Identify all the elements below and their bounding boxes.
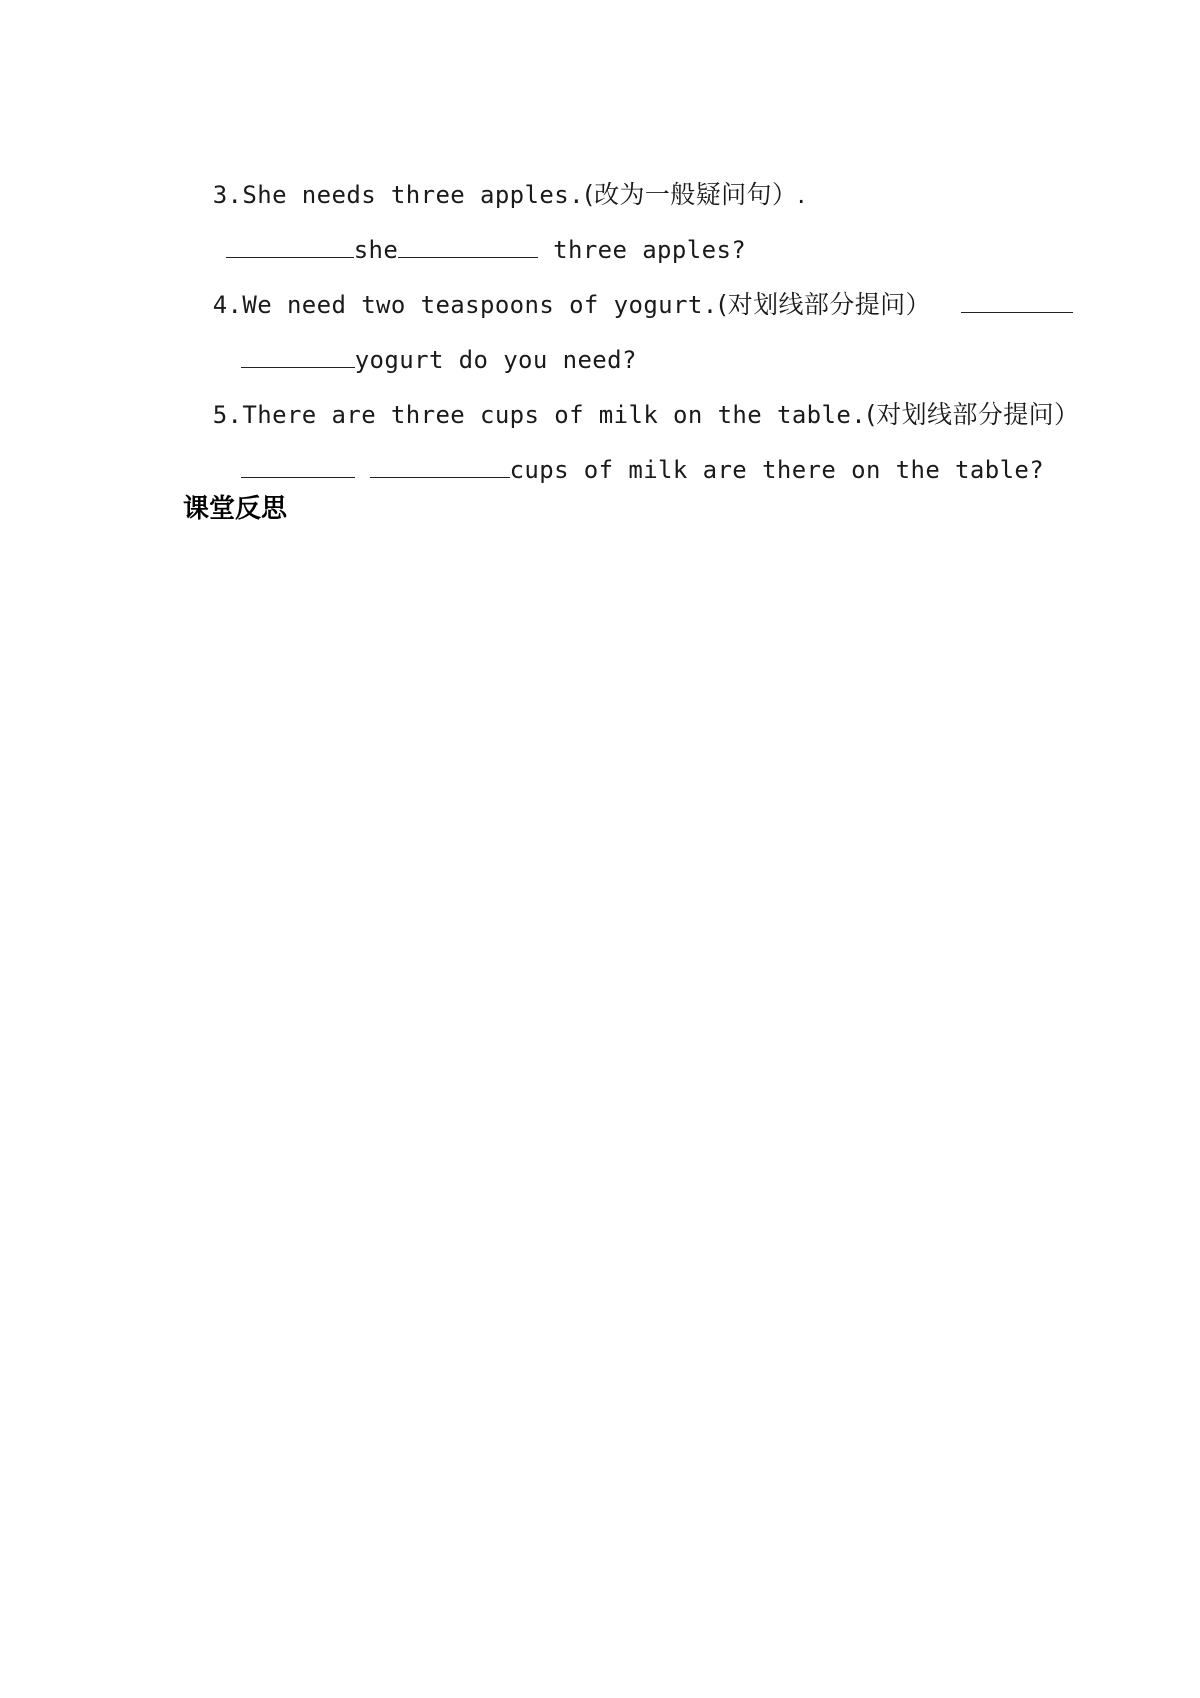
answer-blank[interactable] [961, 290, 1073, 313]
answer-blank[interactable] [370, 455, 510, 478]
answer-blank[interactable] [226, 235, 354, 258]
exercise-3-prompt [183, 150, 806, 210]
section-heading: 课堂反思 [183, 494, 288, 524]
exercise-3-prompt-en: 3.She needs three apples. [212, 181, 584, 209]
answer-blank[interactable] [241, 345, 355, 368]
exercise-4-prompt-en: 4.We need two teaspoons of yogurt. [212, 291, 718, 319]
exercise-4-answer-tail: yogurt do you need? [354, 346, 637, 374]
exercise-5-prompt [183, 370, 1079, 430]
answer-blank[interactable] [398, 235, 538, 258]
exercise-5-prompt-dot: . [851, 401, 867, 429]
exercise-3-answer-tail: three apples? [538, 236, 747, 264]
exercise-5-answer-line [211, 425, 1044, 485]
exercise-5-prompt-en: 5.There are three cups of milk on the table [212, 401, 852, 429]
exercise-4-instruction: (对划线部分提问） [717, 290, 931, 319]
exercise-3-instruction: (改为一般疑问句）. [583, 180, 806, 209]
exercise-5-instruction: (对划线部分提问） [866, 400, 1080, 429]
exercise-3-subject: she [353, 236, 399, 264]
answer-blank[interactable] [241, 455, 355, 478]
exercise-5-answer-tail: cups of milk are there on the table? [509, 456, 1045, 484]
exercise-4-answer-line [211, 315, 637, 375]
exercise-4-prompt [183, 260, 1073, 320]
exercise-3-answer-line [196, 205, 746, 265]
